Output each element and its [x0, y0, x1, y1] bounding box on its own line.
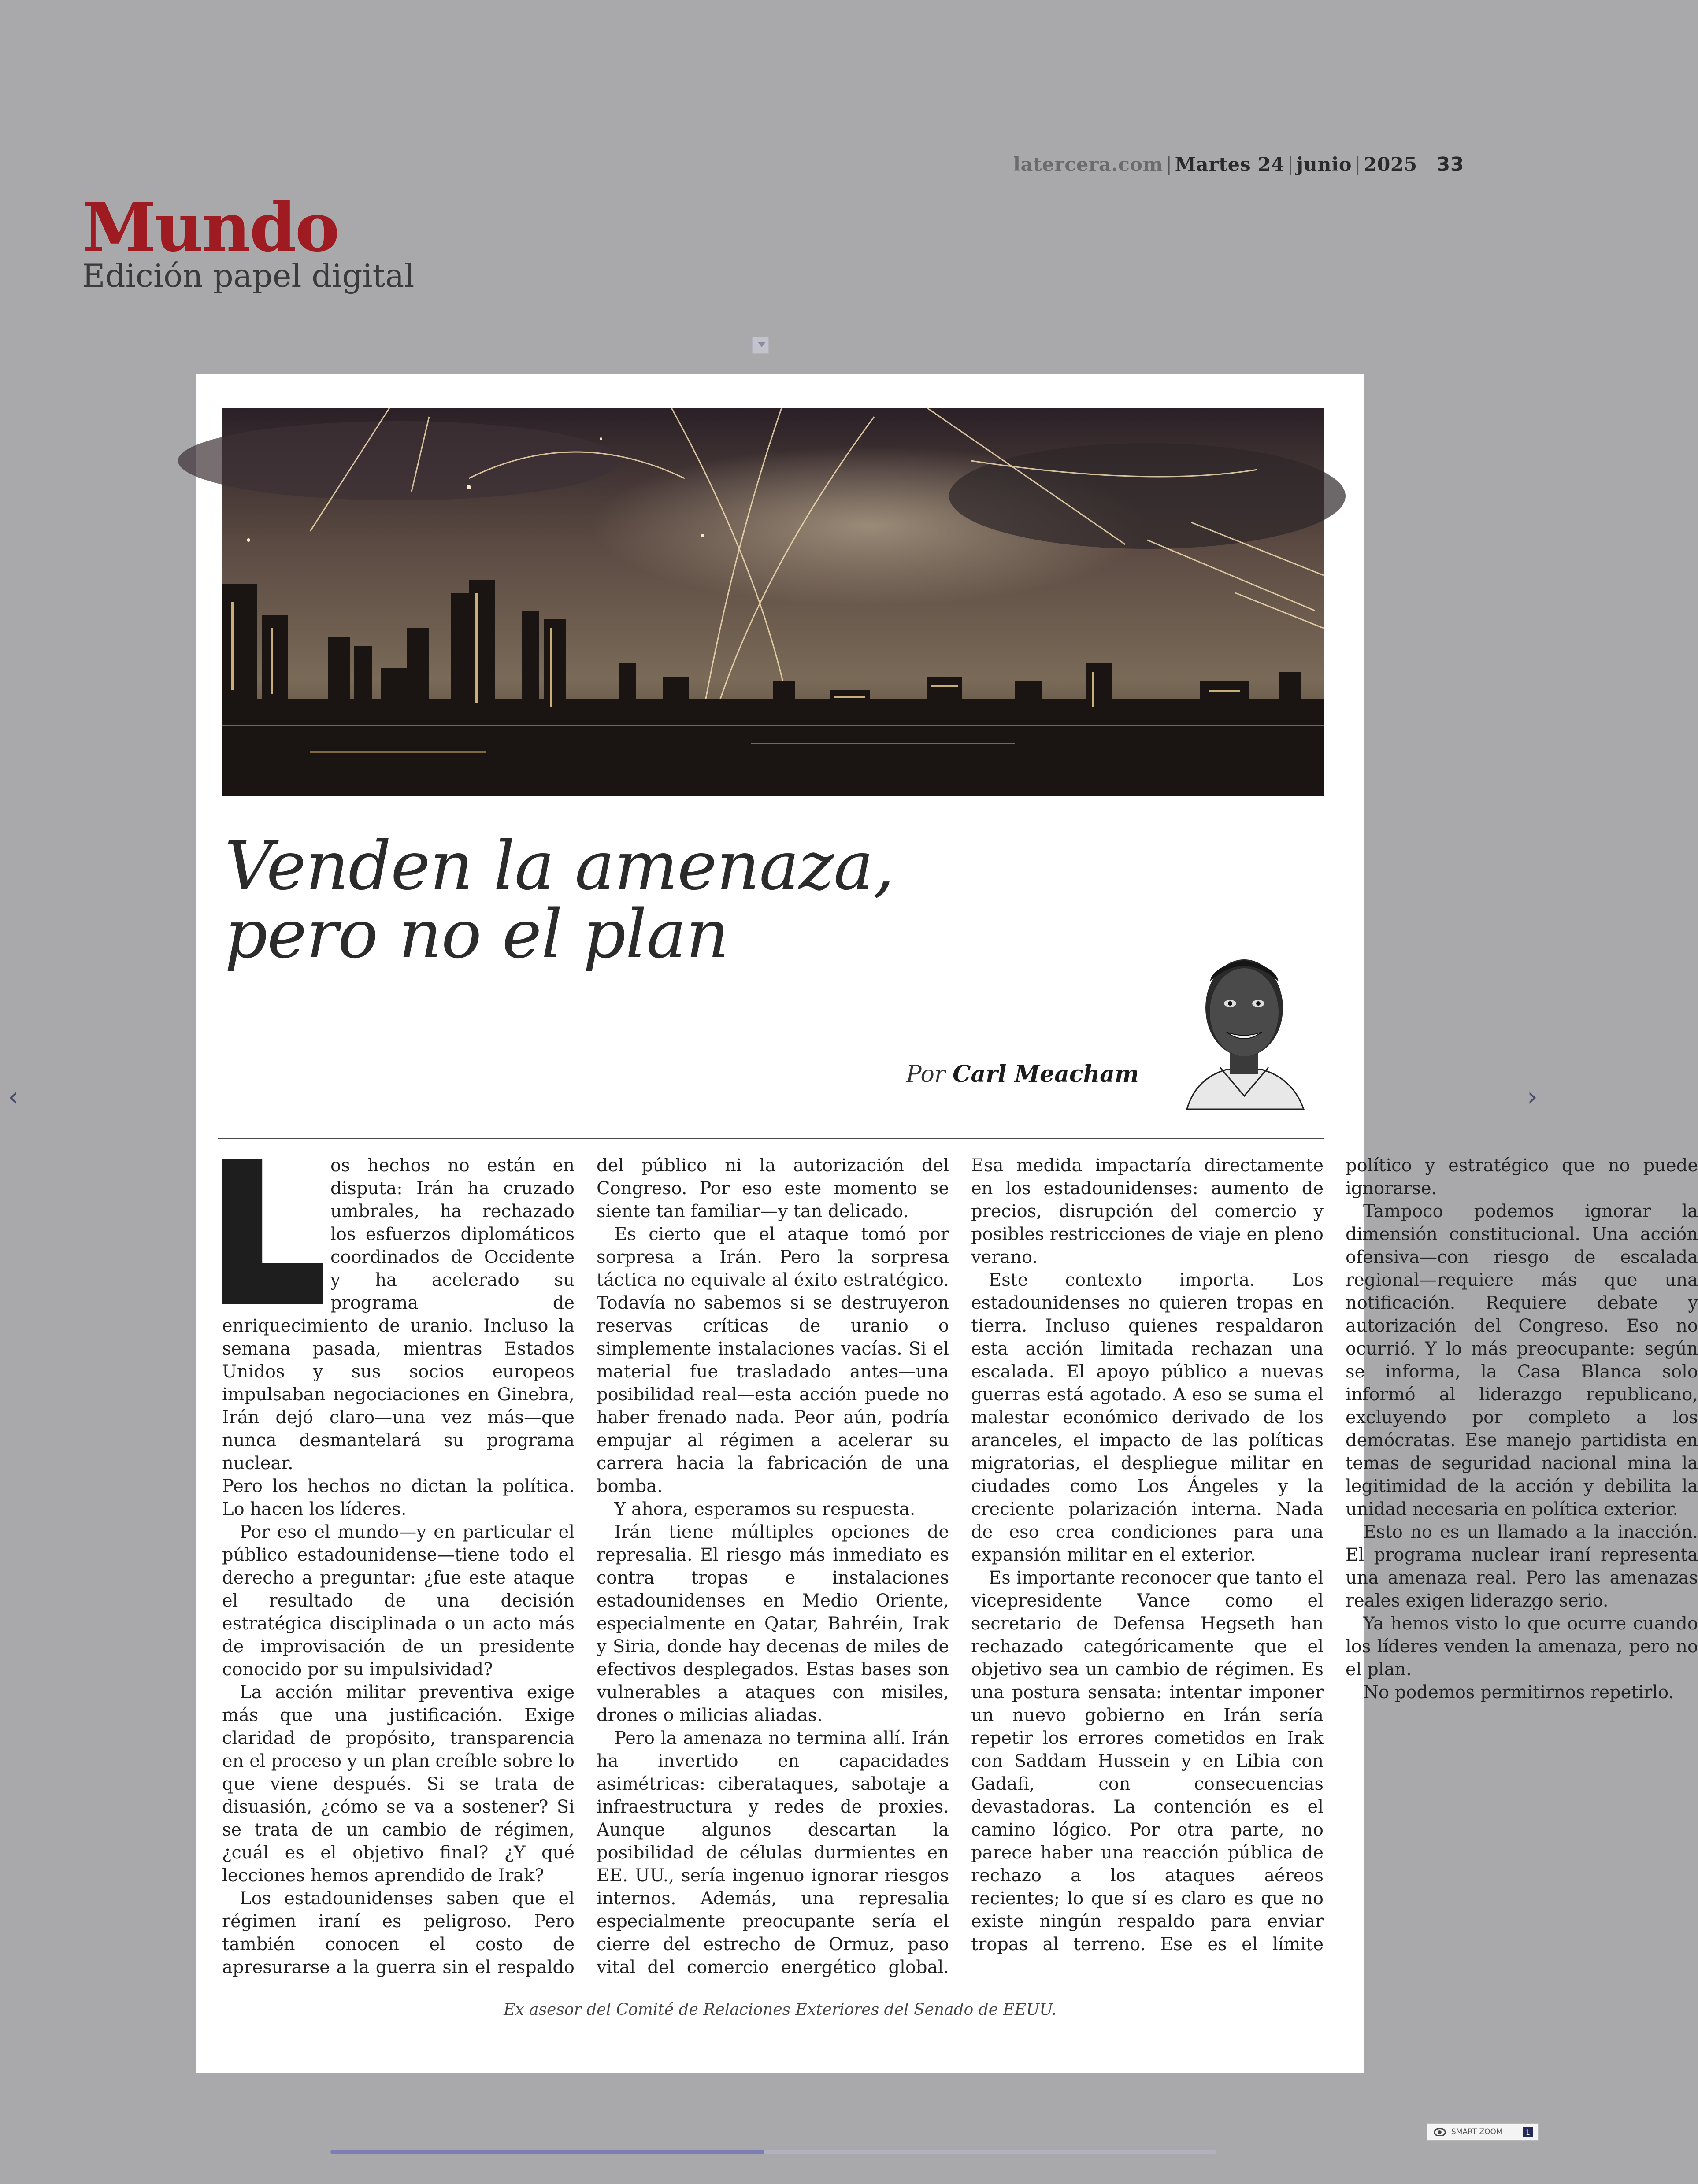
paragraph-10: Este contexto importa. Los estadounidenses no quieren tropas en tierra. Incluso quienes respaldaron esta acción limitada rechazan una escalada. El apoyo público a nuevas guerras está agotado. A eso se suma el malestar económico derivado de los aranceles, el impacto de las políticas migratorias, el despliegue militar en ciudades como Los Ángeles y la creciente polarización interna. Nada de eso crea condiciones para una expansión militar en el exterior.	[971, 1270, 1324, 1565]
paragraph-4: La acción militar preventiva exige más que una justificación. Exige claridad de propósito, transparencia en el proceso y un plan creíble sobre lo que viene después. Si se trata de disuasión, ¿cómo se va a sostener? Si se trata de un cambio de régimen, ¿cuál es el objetivo final? ¿Y qué lecciones hemos aprendido de Irak?	[222, 1682, 575, 1886]
divider-rule	[218, 1138, 1324, 1139]
smart-zoom-label: SMART ZOOM	[1451, 2128, 1503, 2136]
reading-progress-bar[interactable]	[330, 2150, 1216, 2154]
paragraph-9: Pero la amenaza no termina allí. Irán ha invertido en capacidades asimétricas: ciberataques, sabotaje a infraestructura y redes de proxies. Aunque algunos descartan la posibilidad de células durmientes en EE. UU., sería ingenuo ignorar riesgos internos. Además, una represalia especialmente preocupante sería el cierre del estrecho de Ormuz, paso vital del comercio energético global. Esa medida impactaría directamente en los estadounidenses: aumento de precios, disrupción del comercio y posibles restricciones de viaje en pleno verano.	[597, 1155, 1324, 1977]
site-name: latercera.com	[1013, 154, 1163, 176]
next-page-button[interactable]: ›	[1527, 1081, 1538, 1112]
author-portrait-image	[1178, 933, 1310, 1109]
dateline: latercera.com | Martes 24 | junio | 2025 33	[1013, 153, 1464, 176]
section-subtitle: Edición papel digital	[82, 257, 415, 294]
paragraph-5: Los estadounidenses saben que el régimen iraní es peligroso. Pero también conocen el costo de apresurarse a la guerra sin el respaldo del público ni la autorización del Congreso. Por eso este momento se siente tan familiar—y tan delicado.	[222, 1155, 949, 1977]
paragraph-6: Es cierto que el ataque tomó por sorpresa a Irán. Pero la sorpresa táctica no equivale al éxito estratégico. Todavía no sabemos si se destruyeron reservas críticas de uranio o simplemente instalaciones vacías. Si el material fue trasladado antes—una posibilidad real—esta acción puede no haber frenado nada. Peor aún, podría empujar al régimen a acelerar su carrera hacia la fabricación de una bomba.	[597, 1224, 949, 1496]
date-year: 2025	[1364, 154, 1417, 176]
reading-progress-fill	[330, 2150, 764, 2154]
article-headline	[225, 827, 894, 973]
paragraph-2: Pero los hechos no dictan la política. Lo hacen los líderes.	[222, 1476, 575, 1519]
newspaper-page	[196, 374, 1698, 2073]
paragraph-14: Ya hemos visto lo que ocurre cuando los líderes venden la amenaza, pero no el plan.	[1346, 1614, 1698, 1680]
page-menu-icon[interactable]	[752, 337, 769, 354]
paragraph-13: Esto no es un llamado a la inacción. El programa nuclear iraní representa una amenaza real. Pero las amenazas reales exigen liderazgo serio.	[1346, 1522, 1698, 1611]
author-portrait	[1178, 933, 1310, 1109]
headline-line-1: Venden la amenaza,	[225, 827, 894, 905]
author-footnote: Ex asesor del Comité de Relaciones Exteriores del Senado de EEUU.	[504, 2001, 1057, 2019]
night-sky-city-image	[222, 408, 1324, 796]
smart-zoom-button[interactable]	[1427, 2123, 1539, 2141]
headline-line-2: pero no el plan	[225, 895, 729, 973]
article-photo	[222, 408, 1324, 796]
section-title: Mundo	[82, 188, 338, 267]
paragraph-15: No podemos permitirnos repetirlo.	[1363, 1682, 1674, 1703]
eye-icon	[1434, 2128, 1446, 2136]
paragraph-3: Por eso el mundo—y en particular el público estadounidense—tiene todo el derecho a preguntar: ¿fue este ataque el resultado de una decisión estratégica disciplinada o un acto más de improvisación de un presidente conocido por su impulsividad?	[222, 1522, 575, 1680]
paragraph-12: Tampoco podemos ignorar la dimensión constitucional. Una acción ofensiva—con riesgo de escalada regional—requiere más que una notificación. Requiere debate y autorización del Congreso. Eso no ocurrió. Y lo más preocupante: según se informa, la Casa Blanca solo informó al liderazgo republicano, excluyendo por completo a los demócratas. Ese manejo partidista en temas de seguridad nacional mina la legitimidad de la acción y debilita la unidad necesaria en política exterior.	[1346, 1201, 1698, 1519]
date-month: junio	[1296, 154, 1352, 176]
article-body	[222, 1154, 1698, 1984]
paragraph-8: Irán tiene múltiples opciones de represalia. El riesgo más inmediato es contra tropas e instalaciones estadounidenses en Medio Oriente, especialmente en Qatar, Bahréin, Irak y Siria, donde hay decenas de miles de efectivos desplegados. Estas bases son vulnerables a ataques con misiles, drones o milicias aliadas.	[597, 1522, 949, 1725]
paragraph-11: Es importante reconocer que tanto el vicepresidente Vance como el secretario de Defensa Hegseth han rechazado categóricamente que el objetivo sea un cambio de régimen. Es una postura sensata: intentar imponer un nuevo gobierno en Irán sería repetir los errores cometidos en Irak con Saddam Hussein y en Libia con Gadafi, con consecuencias devastadoras. La contención es el camino lógico. Por otra parte, no parece haber una reacción pública de rechazo a los ataques aéreos recientes; lo que sí es claro es que no existe ningún respaldo para enviar tropas al terreno. Ese es el límite político y estratégico que no puede ignorarse.	[971, 1155, 1698, 1954]
drop-cap	[222, 1159, 323, 1304]
paragraph-7: Y ahora, esperamos su respuesta.	[614, 1499, 916, 1519]
byline-prefix: Por	[906, 1061, 945, 1088]
smart-zoom-badge: 1	[1523, 2127, 1533, 2137]
paragraph-1: os hechos no están en disputa: Irán ha cruzado umbrales, ha rechazado los esfuerzos diplomáticos coordinados de Occidente y ha acelerado su programa de enriquecimiento de uranio. Incluso la semana pasada, mientras Estados Unidos y sus socios europeos impulsaban negociaciones en Ginebra, Irán dejó claro—una vez más—que nunca desmantelará su programa nuclear.	[222, 1155, 575, 1473]
author-name: Carl Meacham	[953, 1061, 1139, 1088]
byline	[906, 1061, 1139, 1088]
date-weekday: Martes 24	[1175, 154, 1285, 176]
page-number: 33	[1436, 153, 1464, 176]
prev-page-button[interactable]: ‹	[8, 1081, 19, 1112]
